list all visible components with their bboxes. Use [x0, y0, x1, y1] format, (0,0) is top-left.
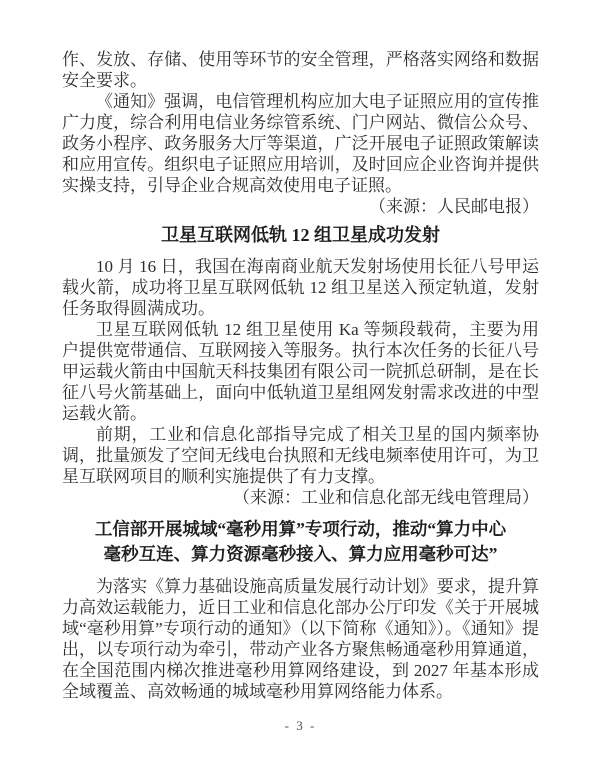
paragraph-launch-event: 10 月 16 日，我国在海南商业航天发射场使用长征八号甲运载火箭，成功将卫星互联网低轨 12 组卫星送入预定轨道，发射任务取得圆满成功。: [62, 257, 539, 318]
source-attribution-radio-administration: （来源：工业和信息化部无线电管理局）: [233, 488, 539, 507]
paragraph-frequency-coordination: 前期，工业和信息化部指导完成了相关卫星的国内频率协调，批量颁发了空间无线电台执照和无线电频率使用许可，为卫星互联网项目的顺利实施提供了有力支撑。: [62, 425, 539, 486]
article-satellite-launch: [62, 222, 539, 508]
article-title-millisecond-computing: [62, 517, 539, 567]
paragraph-satellite-payload: 卫星互联网低轨 12 组卫星使用 Ka 等频段载荷，主要为用户提供宽带通信、互联网接入等服务。执行本次任务的长征八号甲运载火箭由中国航天科技集团有限公司一院抓总研制，是在长征八号火箭基础上，面向中低轨道卫星组网发射需求改进的中型运载火箭。: [62, 320, 539, 423]
page-number: - 3 -: [284, 718, 317, 733]
article-title-satellite-launch: 卫星互联网低轨 12 组卫星成功发射: [161, 225, 440, 245]
source-attribution-peoples-posts: （来源：人民邮电报）: [369, 197, 539, 216]
paragraph-security-requirements: 作、发放、存储、使用等环节的安全管理，严格落实网络和数据安全要求。: [62, 50, 539, 90]
article-title-line-1: 工信部开展城域“毫秒用算”专项行动，推动“算力中心: [94, 519, 507, 539]
article-title-line-2: 毫秒互连、算力资源毫秒接入、算力应用毫秒可达”: [103, 544, 498, 564]
paragraph-computing-action-plan: 为落实《算力基础设施高质量发展行动计划》要求，提升算力高效运载能力，近日工业和信息化部办公厅印发《关于开展城域“毫秒用算”专项行动的通知》（以下简称《通知》）。《通知》提出，以专项行动为牵引，带动产业各方聚焦畅通毫秒用算通道，在全国范围内梯次推进毫秒用算网络建设，到 2027 年基本形成全域覆盖、高效畅通的城域毫秒用算网络能力体系。: [62, 577, 539, 701]
article-continued-tail: [62, 49, 539, 217]
paragraph-notice-promotion: 《通知》强调，电信管理机构应加大电子证照应用的宣传推广力度，综合利用电信业务综管系统、门户网站、微信公众号、政务小程序、政务服务大厅等渠道，广泛开展电子证照政策解读和应用宣传。组织电子证照应用培训，及时回应企业咨询并提供实操支持，引导企业合规高效使用电子证照。: [62, 92, 539, 195]
article-millisecond-computing: [62, 517, 539, 702]
